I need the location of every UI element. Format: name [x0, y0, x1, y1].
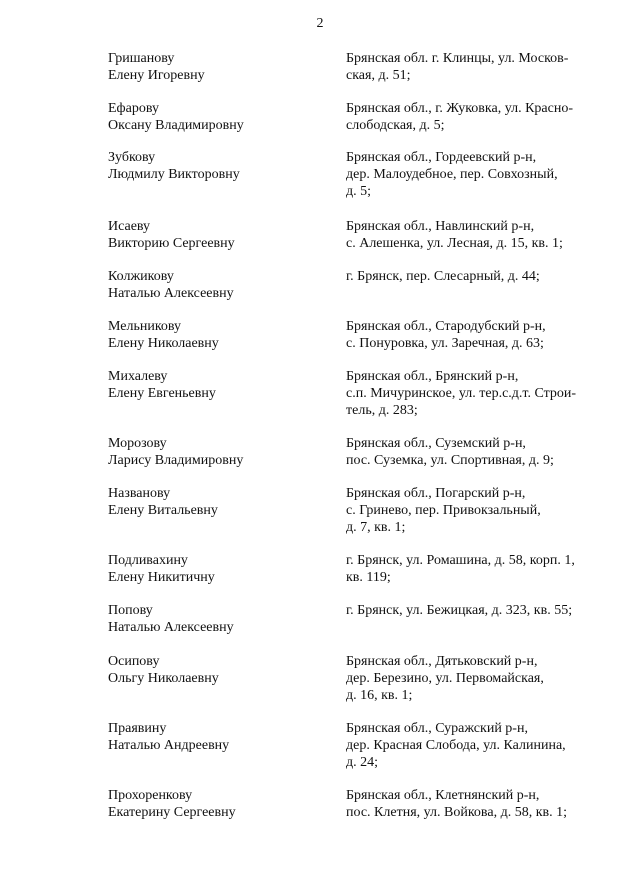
- address-line: д. 7, кв. 1;: [346, 520, 406, 535]
- person-name: [108, 653, 328, 687]
- person-name: [108, 50, 328, 84]
- given-names: Елену Витальевну: [108, 503, 218, 518]
- address-line: Брянская обл., Брянский р-н,: [346, 369, 519, 384]
- address: [346, 149, 616, 200]
- address: [346, 787, 616, 821]
- address: [346, 720, 616, 771]
- person-name: [108, 368, 328, 402]
- address-line: дер. Малоудебное, пер. Совхозный,: [346, 167, 558, 182]
- given-names: Ларису Владимировну: [108, 453, 244, 468]
- address: [346, 318, 616, 352]
- surname: Мельникову: [108, 319, 182, 334]
- surname: Михалеву: [108, 369, 168, 384]
- given-names: Екатерину Сергеевну: [108, 805, 236, 820]
- given-names: Ольгу Николаевну: [108, 671, 219, 686]
- person-name: [108, 485, 328, 519]
- given-names: Оксану Владимировну: [108, 118, 244, 133]
- address-line: дер. Березино, ул. Первомайская,: [346, 671, 544, 686]
- address-line: Брянская обл., Клетнянский р-н,: [346, 788, 540, 803]
- address-line: Брянская обл., г. Жуковка, ул. Красно-: [346, 101, 574, 116]
- person-name: [108, 720, 328, 754]
- address-line: тель, д. 283;: [346, 403, 418, 418]
- surname: Колжикову: [108, 269, 174, 284]
- address: [346, 50, 616, 84]
- address: [346, 485, 616, 536]
- address-line: д. 24;: [346, 755, 379, 770]
- person-name: [108, 268, 328, 302]
- address-line: с.п. Мичуринское, ул. тер.с.д.т. Строи-: [346, 386, 577, 401]
- surname: Зубкову: [108, 150, 156, 165]
- address-line: Брянская обл., Суражский р-н,: [346, 721, 528, 736]
- person-name: [108, 602, 328, 636]
- given-names: Елену Николаевну: [108, 336, 219, 351]
- address-line: г. Брянск, ул. Бежицкая, д. 323, кв. 55;: [346, 603, 573, 618]
- person-name: [108, 149, 328, 183]
- given-names: Елену Евгеньевну: [108, 386, 216, 401]
- given-names: Наталью Алексеевну: [108, 620, 234, 635]
- person-name: [108, 218, 328, 252]
- address: [346, 435, 616, 469]
- person-name: [108, 435, 328, 469]
- address-line: кв. 119;: [346, 570, 391, 585]
- address-line: пос. Клетня, ул. Войкова, д. 58, кв. 1;: [346, 805, 567, 820]
- surname: Осипову: [108, 654, 160, 669]
- address-line: пос. Суземка, ул. Спортивная, д. 9;: [346, 453, 554, 468]
- address: [346, 552, 616, 586]
- address-line: с. Алешенка, ул. Лесная, д. 15, кв. 1;: [346, 236, 563, 251]
- address-line: Брянская обл., Стародубский р-н,: [346, 319, 546, 334]
- surname: Попову: [108, 603, 153, 618]
- surname: Ефарову: [108, 101, 159, 116]
- address-line: Брянская обл., Гордеевский р-н,: [346, 150, 537, 165]
- person-name: [108, 318, 328, 352]
- address: [346, 368, 616, 419]
- address-line: слободская, д. 5;: [346, 118, 445, 133]
- address-line: г. Брянск, ул. Ромашина, д. 58, корп. 1,: [346, 553, 575, 568]
- surname: Исаеву: [108, 219, 151, 234]
- surname: Гришанову: [108, 51, 175, 66]
- address-line: д. 16, кв. 1;: [346, 688, 413, 703]
- address-line: д. 5;: [346, 184, 372, 199]
- address-line: Брянская обл., Навлинский р-н,: [346, 219, 535, 234]
- address-line: Брянская обл., Погарский р-н,: [346, 486, 526, 501]
- address-line: с. Понуровка, ул. Заречная, д. 63;: [346, 336, 544, 351]
- given-names: Наталью Алексеевну: [108, 286, 234, 301]
- given-names: Наталью Андреевну: [108, 738, 230, 753]
- surname: Праявину: [108, 721, 167, 736]
- address-line: Брянская обл., Дятьковский р-н,: [346, 654, 538, 669]
- address: [346, 218, 616, 252]
- address-line: ская, д. 51;: [346, 68, 411, 83]
- surname: Подливахину: [108, 553, 188, 568]
- given-names: Людмилу Викторовну: [108, 167, 240, 182]
- address-line: г. Брянск, пер. Слесарный, д. 44;: [346, 269, 540, 284]
- person-name: [108, 787, 328, 821]
- given-names: Елену Игоревну: [108, 68, 205, 83]
- address-line: Брянская обл. г. Клинцы, ул. Москов-: [346, 51, 569, 66]
- surname: Прохоренкову: [108, 788, 193, 803]
- page-number: 2: [316, 16, 324, 31]
- given-names: Елену Никитичну: [108, 570, 215, 585]
- address: [346, 602, 616, 619]
- given-names: Викторию Сергеевну: [108, 236, 235, 251]
- address: [346, 100, 616, 134]
- person-name: [108, 552, 328, 586]
- address-line: Брянская обл., Суземский р-н,: [346, 436, 526, 451]
- address-line: дер. Красная Слобода, ул. Калинина,: [346, 738, 566, 753]
- address: [346, 653, 616, 704]
- surname: Названову: [108, 486, 171, 501]
- surname: Морозову: [108, 436, 167, 451]
- address-line: с. Гринево, пер. Привокзальный,: [346, 503, 541, 518]
- address: [346, 268, 616, 285]
- person-name: [108, 100, 328, 134]
